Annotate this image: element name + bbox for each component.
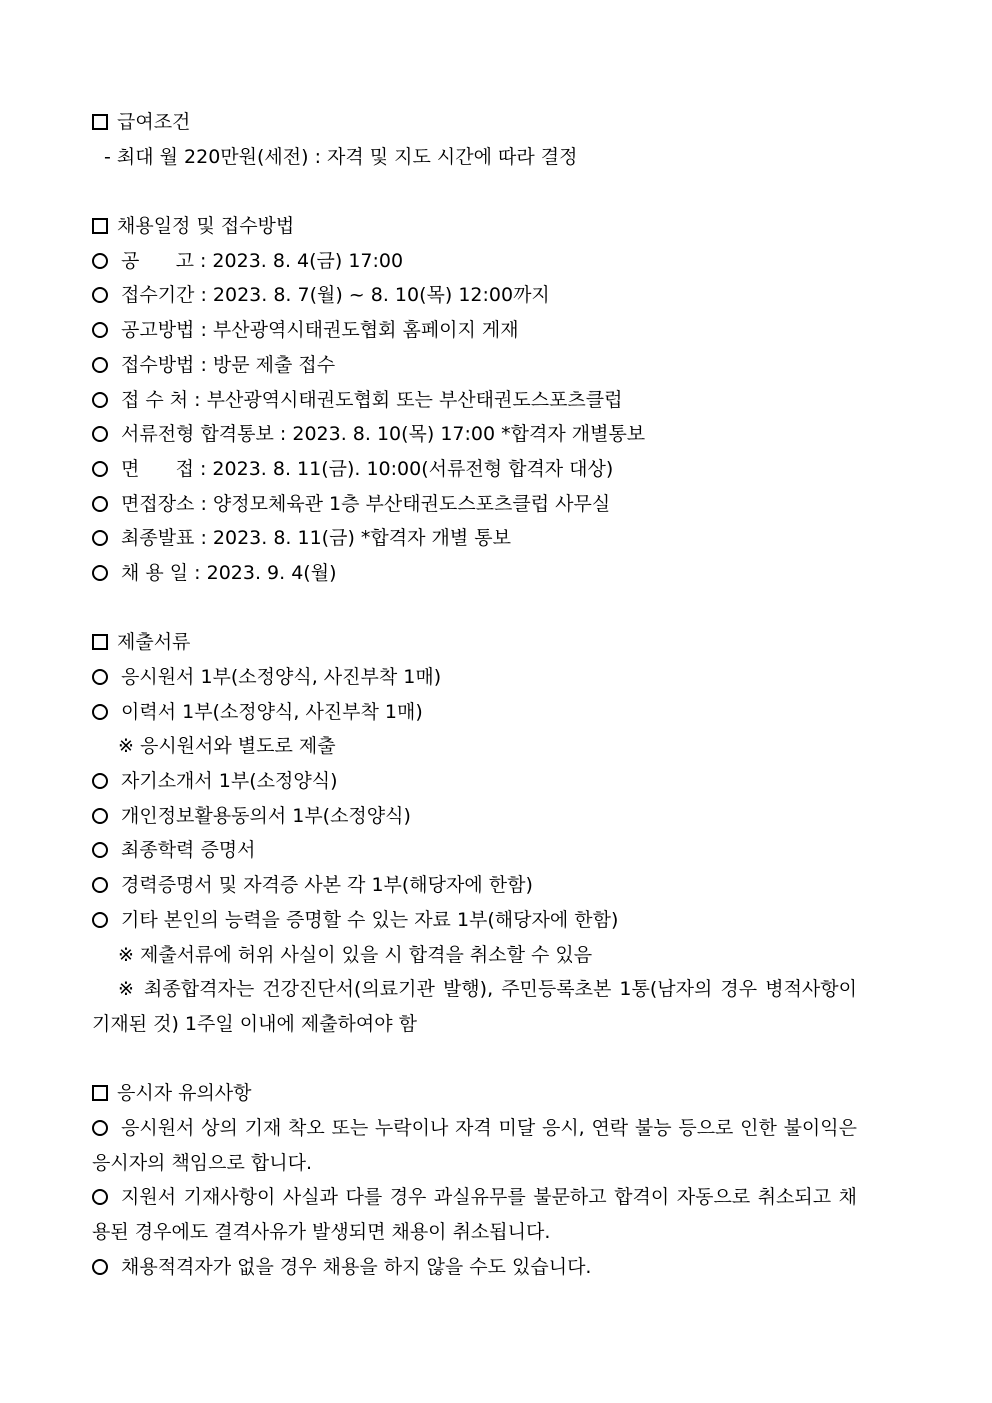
- section-heading-schedule: 채용일정 및 접수방법: [92, 209, 857, 244]
- document-item: 기타 본인의 능력을 증명할 수 있는 자료 1부(해당자에 한함): [92, 903, 857, 938]
- bullet-circle-icon: [92, 496, 108, 512]
- schedule-item-final-announcement: 최종발표 : 2023. 8. 11(금) *합격자 개별 통보: [92, 521, 857, 556]
- document-item: 자기소개서 1부(소정양식): [92, 764, 857, 799]
- schedule-item-interview-place: 면접장소 : 양정모체육관 1층 부산태권도스포츠클럽 사무실: [92, 487, 857, 522]
- document-page: [92, 105, 857, 1284]
- document-item: 이력서 1부(소정양식, 사진부착 1매): [92, 695, 857, 730]
- bullet-circle-icon: [92, 773, 108, 789]
- bullet-circle-icon: [92, 1120, 108, 1136]
- section-heading-documents: 제출서류: [92, 625, 857, 660]
- caution-item: 응시원서 상의 기재 착오 또는 누락이나 자격 미달 응시, 연락 불능 등으로 인한 불이익은 응시자의 책임으로 합니다.: [92, 1116, 857, 1174]
- schedule-item-hire-date: 채 용 일 : 2023. 9. 4(월): [92, 556, 857, 591]
- document-note: ※ 제출서류에 허위 사실이 있을 시 합격을 취소할 수 있음: [118, 943, 593, 966]
- schedule-item-announcement: 공 고 : 2023. 8. 4(금) 17:00: [92, 244, 857, 279]
- schedule-item-submission: 접수방법 : 방문 제출 접수: [92, 348, 857, 383]
- bullet-circle-icon: [92, 287, 108, 303]
- section-heading-salary: 급여조건: [92, 105, 857, 140]
- bullet-circle-icon: [92, 322, 108, 338]
- bullet-circle-icon: [92, 426, 108, 442]
- document-item: 응시원서 1부(소정양식, 사진부착 1매): [92, 660, 857, 695]
- document-note: ※ 응시원서와 별도로 제출: [118, 735, 336, 758]
- document-item: 최종학력 증명서: [92, 833, 857, 868]
- bullet-circle-icon: [92, 1189, 108, 1205]
- checkbox-square-icon: [92, 1085, 108, 1101]
- caution-item: 채용적격자가 없을 경우 채용을 하지 않을 수도 있습니다.: [92, 1250, 857, 1285]
- bullet-circle-icon: [92, 669, 108, 685]
- checkbox-square-icon: [92, 114, 108, 130]
- bullet-circle-icon: [92, 1259, 108, 1275]
- caution-item: 지원서 기재사항이 사실과 다를 경우 과실유무를 불문하고 합격이 자동으로 취소되고 채용된 경우에도 결격사유가 발생되면 채용이 취소됩니다.: [92, 1186, 857, 1244]
- document-note-final: ※ 최종합격자는 건강진단서(의료기관 발행), 주민등록초본 1통(남자의 경우 병적사항이 기재된 것) 1주일 이내에 제출하여야 함: [92, 978, 857, 1035]
- bullet-circle-icon: [92, 808, 108, 824]
- bullet-circle-icon: [92, 565, 108, 581]
- checkbox-square-icon: [92, 634, 108, 650]
- bullet-circle-icon: [92, 392, 108, 408]
- section-heading-cautions: 응시자 유의사항: [92, 1076, 857, 1111]
- bullet-circle-icon: [92, 704, 108, 720]
- document-item: 경력증명서 및 자격증 사본 각 1부(해당자에 한함): [92, 868, 857, 903]
- bullet-circle-icon: [92, 357, 108, 373]
- checkbox-square-icon: [92, 218, 108, 234]
- bullet-circle-icon: [92, 253, 108, 269]
- schedule-item-period: 접수기간 : 2023. 8. 7(월) ~ 8. 10(목) 12:00까지: [92, 278, 857, 313]
- bullet-circle-icon: [92, 530, 108, 546]
- bullet-circle-icon: [92, 877, 108, 893]
- bullet-circle-icon: [92, 842, 108, 858]
- salary-item: - 최대 월 220만원(세전) : 자격 및 지도 시간에 따라 결정: [104, 145, 578, 168]
- document-item: 개인정보활용동의서 1부(소정양식): [92, 799, 857, 834]
- bullet-circle-icon: [92, 912, 108, 928]
- schedule-item-place: 접 수 처 : 부산광역시태권도협회 또는 부산태권도스포츠클럽: [92, 383, 857, 418]
- bullet-circle-icon: [92, 461, 108, 477]
- schedule-item-method: 공고방법 : 부산광역시태권도협회 홈페이지 게재: [92, 313, 857, 348]
- schedule-item-interview: 면 접 : 2023. 8. 11(금). 10:00(서류전형 합격자 대상): [92, 452, 857, 487]
- schedule-item-document-result: 서류전형 합격통보 : 2023. 8. 10(목) 17:00 *합격자 개별통보: [92, 417, 857, 452]
